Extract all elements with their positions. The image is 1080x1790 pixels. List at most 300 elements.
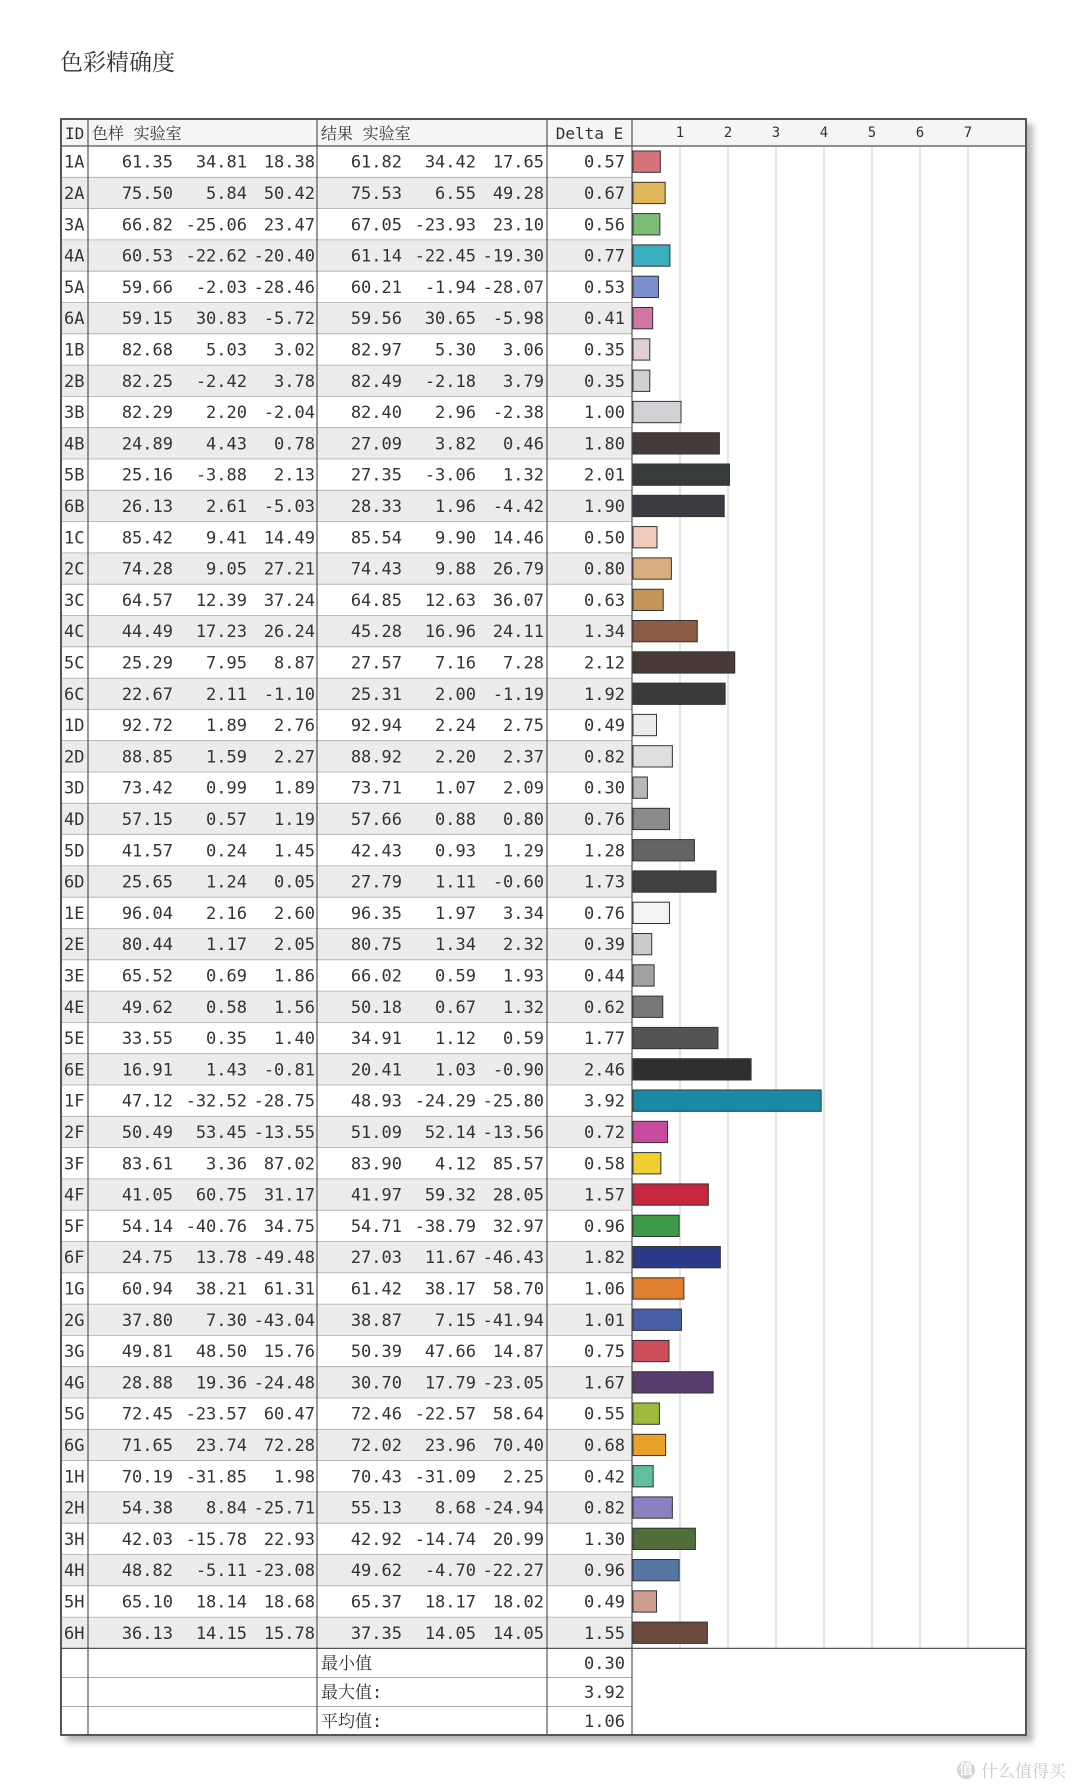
summary-value: 0.30	[584, 1653, 625, 1674]
cell-sample-value: 59.66	[121, 277, 173, 298]
cell-delta-e: 0.53	[584, 277, 625, 298]
cell-sample-value: 49.62	[121, 997, 173, 1018]
cell-delta-e: 0.49	[584, 1592, 625, 1613]
cell-result-value: 36.07	[492, 590, 544, 611]
cell-result-value: 17.65	[492, 152, 544, 173]
cell-delta-e: 1.77	[584, 1029, 625, 1050]
cell-delta-e: 1.92	[584, 684, 625, 705]
delta-e-bar	[633, 1278, 684, 1299]
cell-result-value: 4.12	[435, 1154, 476, 1175]
cell-result-value: 60.21	[350, 277, 402, 298]
summary-label: 平均值:	[321, 1711, 383, 1732]
cell-sample-value: 34.75	[263, 1216, 315, 1237]
cell-sample-value: 1.19	[274, 809, 315, 830]
cell-sample-value: -22.62	[185, 246, 247, 267]
cell-result-value: -4.42	[492, 496, 544, 517]
cell-result-value: 18.02	[492, 1592, 544, 1613]
cell-sample-value: 13.78	[195, 1248, 247, 1269]
cell-delta-e: 1.28	[584, 841, 625, 862]
cell-result-value: 66.02	[350, 966, 402, 987]
cell-sample-value: 59.15	[121, 309, 173, 330]
cell-result-value: 9.88	[435, 559, 476, 580]
cell-sample-value: 14.15	[195, 1623, 247, 1644]
axis-tick-label: 4	[819, 125, 829, 141]
cell-result-value: 7.15	[435, 1310, 476, 1331]
cell-sample-value: -28.46	[253, 277, 315, 298]
cell-sample-value: 22.93	[263, 1529, 315, 1550]
cell-sample-value: -5.03	[263, 496, 315, 517]
cell-sample-value: 50.49	[121, 1122, 173, 1143]
cell-delta-e: 0.76	[584, 903, 625, 924]
cell-delta-e: 1.57	[584, 1185, 625, 1206]
cell-id: 1A	[64, 152, 85, 173]
cell-sample-value: 4.43	[206, 434, 247, 455]
cell-sample-value: 37.80	[121, 1310, 173, 1331]
cell-sample-value: 1.43	[206, 1060, 247, 1081]
header-id: ID	[65, 124, 85, 143]
cell-sample-value: -25.71	[253, 1498, 315, 1519]
cell-delta-e: 2.46	[584, 1060, 625, 1081]
cell-sample-value: 0.05	[274, 872, 315, 893]
delta-e-bar	[633, 683, 725, 704]
delta-e-bar	[633, 652, 735, 673]
cell-id: 2E	[64, 935, 85, 956]
cell-sample-value: 80.44	[121, 935, 173, 956]
cell-delta-e: 1.06	[584, 1279, 625, 1300]
cell-sample-value: -49.48	[253, 1248, 315, 1269]
cell-sample-value: 36.13	[121, 1623, 173, 1644]
cell-sample-value: 30.83	[195, 309, 247, 330]
cell-result-value: 82.40	[350, 403, 402, 424]
cell-result-value: 2.00	[435, 684, 476, 705]
delta-e-bar	[633, 151, 660, 172]
header-sample: 色样 实验室	[92, 124, 182, 143]
cell-result-value: 83.90	[350, 1154, 402, 1175]
cell-id: 5E	[64, 1029, 85, 1050]
delta-e-bar	[633, 808, 669, 829]
cell-result-value: -2.38	[492, 403, 544, 424]
cell-id: 5H	[64, 1592, 85, 1613]
cell-result-value: 2.20	[435, 747, 476, 768]
cell-result-value: 72.02	[350, 1435, 402, 1456]
cell-id: 3E	[64, 966, 85, 987]
cell-result-value: 2.96	[435, 403, 476, 424]
cell-result-value: 1.97	[435, 903, 476, 924]
delta-e-bar	[633, 433, 719, 454]
cell-result-value: -41.94	[482, 1310, 544, 1331]
cell-result-value: -1.94	[424, 277, 476, 298]
cell-result-value: -22.57	[414, 1404, 476, 1425]
cell-sample-value: 3.36	[206, 1154, 247, 1175]
cell-result-value: 14.87	[492, 1342, 544, 1363]
cell-result-value: -13.56	[482, 1122, 544, 1143]
cell-sample-value: -13.55	[253, 1122, 315, 1143]
cell-sample-value: 70.19	[121, 1467, 173, 1488]
cell-delta-e: 1.00	[584, 403, 625, 424]
cell-id: 4C	[64, 622, 85, 643]
cell-id: 1H	[64, 1467, 85, 1488]
delta-e-bar	[633, 589, 663, 610]
cell-result-value: 80.75	[350, 935, 402, 956]
cell-sample-value: 2.20	[206, 403, 247, 424]
delta-e-bar	[633, 558, 671, 579]
cell-sample-value: 18.38	[263, 152, 315, 173]
cell-result-value: 30.65	[424, 309, 476, 330]
cell-delta-e: 1.90	[584, 496, 625, 517]
cell-sample-value: 12.39	[195, 590, 247, 611]
cell-sample-value: -15.78	[185, 1529, 247, 1550]
cell-sample-value: 31.17	[263, 1185, 315, 1206]
cell-sample-value: 8.87	[274, 653, 315, 674]
cell-result-value: 1.32	[503, 465, 544, 486]
cell-sample-value: 38.21	[195, 1279, 247, 1300]
watermark-logo-icon: 值	[959, 1761, 973, 1778]
cell-id: 4H	[64, 1561, 85, 1582]
cell-sample-value: -23.08	[253, 1561, 315, 1582]
axis-tick-label: 6	[915, 125, 925, 141]
cell-sample-value: 1.86	[274, 966, 315, 987]
cell-result-value: 14.05	[424, 1623, 476, 1644]
cell-delta-e: 1.80	[584, 434, 625, 455]
cell-sample-value: 1.89	[206, 716, 247, 737]
cell-id: 3H	[64, 1529, 85, 1550]
delta-e-bar	[633, 339, 650, 360]
cell-sample-value: 26.13	[121, 496, 173, 517]
cell-sample-value: 5.03	[206, 340, 247, 361]
cell-sample-value: 72.45	[121, 1404, 173, 1425]
cell-result-value: 41.97	[350, 1185, 402, 1206]
cell-result-value: 42.43	[350, 841, 402, 862]
cell-result-value: 58.70	[492, 1279, 544, 1300]
cell-sample-value: 66.82	[121, 215, 173, 236]
cell-result-value: 70.40	[492, 1435, 544, 1456]
cell-sample-value: 19.36	[195, 1373, 247, 1394]
cell-result-value: -24.29	[414, 1091, 476, 1112]
cell-id: 1G	[64, 1279, 85, 1300]
cell-delta-e: 0.68	[584, 1435, 625, 1456]
cell-sample-value: 27.21	[263, 559, 315, 580]
cell-sample-value: 82.25	[121, 371, 173, 392]
cell-result-value: 23.10	[492, 215, 544, 236]
cell-sample-value: 3.02	[274, 340, 315, 361]
delta-e-bar	[633, 245, 670, 266]
cell-sample-value: 7.30	[206, 1310, 247, 1331]
cell-sample-value: 0.58	[206, 997, 247, 1018]
cell-sample-value: 74.28	[121, 559, 173, 580]
cell-delta-e: 0.55	[584, 1404, 625, 1425]
cell-sample-value: 71.65	[121, 1435, 173, 1456]
cell-result-value: 1.29	[503, 841, 544, 862]
cell-delta-e: 0.41	[584, 309, 625, 330]
cell-result-value: 0.46	[503, 434, 544, 455]
delta-e-bar	[633, 214, 660, 235]
cell-sample-value: 25.16	[121, 465, 173, 486]
delta-e-bar	[633, 1027, 718, 1048]
cell-result-value: 45.28	[350, 622, 402, 643]
cell-result-value: 61.14	[350, 246, 402, 267]
summary-label: 最大值:	[321, 1682, 383, 1703]
cell-sample-value: 65.52	[121, 966, 173, 987]
cell-sample-value: 54.14	[121, 1216, 173, 1237]
cell-result-value: -28.07	[482, 277, 544, 298]
cell-id: 1E	[64, 903, 85, 924]
cell-result-value: -5.98	[492, 309, 544, 330]
cell-result-value: -19.30	[482, 246, 544, 267]
cell-result-value: -24.94	[482, 1498, 544, 1519]
summary-value: 1.06	[584, 1711, 625, 1732]
cell-sample-value: 60.94	[121, 1279, 173, 1300]
cell-sample-value: 65.10	[121, 1592, 173, 1613]
cell-result-value: 50.39	[350, 1342, 402, 1363]
cell-id: 2A	[64, 183, 85, 204]
cell-id: 6B	[64, 496, 85, 517]
cell-id: 4F	[64, 1185, 85, 1206]
cell-result-value: 20.41	[350, 1060, 402, 1081]
cell-result-value: 27.57	[350, 653, 402, 674]
cell-result-value: 50.18	[350, 997, 402, 1018]
cell-id: 6D	[64, 872, 85, 893]
cell-result-value: 6.55	[435, 183, 476, 204]
cell-delta-e: 0.96	[584, 1561, 625, 1582]
cell-result-value: 14.05	[492, 1623, 544, 1644]
header-delta: Delta E	[555, 124, 624, 143]
cell-result-value: 73.71	[350, 778, 402, 799]
cell-sample-value: 9.41	[206, 528, 247, 549]
delta-e-bar	[633, 1591, 657, 1612]
cell-sample-value: 0.99	[206, 778, 247, 799]
axis-tick-label: 2	[723, 125, 733, 141]
cell-sample-value: 23.47	[263, 215, 315, 236]
cell-result-value: 61.42	[350, 1279, 402, 1300]
cell-result-value: -31.09	[414, 1467, 476, 1488]
cell-id: 4D	[64, 809, 85, 830]
cell-sample-value: 44.49	[121, 622, 173, 643]
delta-e-bar	[633, 1309, 681, 1330]
cell-delta-e: 1.73	[584, 872, 625, 893]
cell-sample-value: 2.13	[274, 465, 315, 486]
cell-result-value: 25.31	[350, 684, 402, 705]
cell-result-value: 0.93	[435, 841, 476, 862]
cell-result-value: -4.70	[424, 1561, 476, 1582]
delta-e-bar	[633, 934, 652, 955]
cell-result-value: 0.67	[435, 997, 476, 1018]
cell-id: 1C	[64, 528, 85, 549]
cell-result-value: 1.34	[435, 935, 476, 956]
cell-result-value: 47.66	[424, 1342, 476, 1363]
cell-delta-e: 0.30	[584, 778, 625, 799]
cell-sample-value: -5.72	[263, 309, 315, 330]
cell-result-value: 1.12	[435, 1029, 476, 1050]
cell-result-value: 65.37	[350, 1592, 402, 1613]
cell-id: 6F	[64, 1248, 85, 1269]
cell-result-value: 82.49	[350, 371, 402, 392]
cell-result-value: 7.16	[435, 653, 476, 674]
axis-tick-label: 5	[867, 125, 877, 141]
cell-sample-value: 7.95	[206, 653, 247, 674]
watermark-text: 什么值得买	[981, 1762, 1066, 1782]
cell-result-value: 7.28	[503, 653, 544, 674]
cell-sample-value: 60.75	[195, 1185, 247, 1206]
cell-sample-value: -31.85	[185, 1467, 247, 1488]
cell-result-value: 96.35	[350, 903, 402, 924]
cell-result-value: 85.57	[492, 1154, 544, 1175]
cell-sample-value: 24.75	[121, 1248, 173, 1269]
delta-e-bar	[633, 182, 665, 203]
cell-id: 6H	[64, 1623, 85, 1644]
cell-result-value: 27.79	[350, 872, 402, 893]
cell-delta-e: 0.82	[584, 747, 625, 768]
cell-result-value: 1.11	[435, 872, 476, 893]
cell-result-value: 74.43	[350, 559, 402, 580]
summary-value: 3.92	[584, 1682, 625, 1703]
cell-sample-value: 87.02	[263, 1154, 315, 1175]
cell-id: 6A	[64, 309, 85, 330]
cell-id: 5B	[64, 465, 85, 486]
cell-result-value: -23.93	[414, 215, 476, 236]
cell-result-value: 3.79	[503, 371, 544, 392]
cell-sample-value: -43.04	[253, 1310, 315, 1331]
cell-result-value: 88.92	[350, 747, 402, 768]
cell-sample-value: -3.88	[195, 465, 247, 486]
page-title: 色彩精确度	[60, 50, 175, 76]
delta-e-bar	[633, 746, 672, 767]
cell-sample-value: 92.72	[121, 716, 173, 737]
delta-e-bar	[633, 1153, 661, 1174]
cell-result-value: 26.79	[492, 559, 544, 580]
header-background	[62, 120, 1025, 146]
cell-id: 5D	[64, 841, 85, 862]
cell-result-value: 59.32	[424, 1185, 476, 1206]
cell-id: 2D	[64, 747, 85, 768]
cell-result-value: 82.97	[350, 340, 402, 361]
cell-result-value: 12.63	[424, 590, 476, 611]
cell-sample-value: 17.23	[195, 622, 247, 643]
cell-sample-value: -28.75	[253, 1091, 315, 1112]
cell-result-value: 38.17	[424, 1279, 476, 1300]
cell-sample-value: 50.42	[263, 183, 315, 204]
delta-e-bar	[633, 1434, 666, 1455]
cell-sample-value: 88.85	[121, 747, 173, 768]
cell-delta-e: 0.57	[584, 152, 625, 173]
delta-e-bar	[633, 464, 729, 485]
cell-delta-e: 0.39	[584, 935, 625, 956]
cell-result-value: 49.28	[492, 183, 544, 204]
delta-e-bar	[633, 1372, 713, 1393]
axis-tick-label: 7	[963, 125, 973, 141]
cell-sample-value: 61.35	[121, 152, 173, 173]
cell-result-value: 75.53	[350, 183, 402, 204]
cell-delta-e: 0.63	[584, 590, 625, 611]
cell-sample-value: 1.17	[206, 935, 247, 956]
delta-e-bar	[633, 495, 724, 516]
cell-sample-value: 48.50	[195, 1342, 247, 1363]
cell-result-value: 20.99	[492, 1529, 544, 1550]
cell-delta-e: 2.12	[584, 653, 625, 674]
cell-result-value: -14.74	[414, 1529, 476, 1550]
cell-sample-value: 3.78	[274, 371, 315, 392]
cell-id: 1F	[64, 1091, 85, 1112]
delta-e-bar	[633, 777, 647, 798]
cell-result-value: 0.88	[435, 809, 476, 830]
cell-result-value: 27.03	[350, 1248, 402, 1269]
cell-delta-e: 0.76	[584, 809, 625, 830]
color-accuracy-table-chart	[60, 118, 1027, 1736]
delta-e-bar	[633, 1497, 672, 1518]
cell-delta-e: 0.44	[584, 966, 625, 987]
cell-sample-value: 18.68	[263, 1592, 315, 1613]
cell-result-value: 0.59	[435, 966, 476, 987]
cell-result-value: -38.79	[414, 1216, 476, 1237]
cell-sample-value: -2.42	[195, 371, 247, 392]
cell-delta-e: 0.35	[584, 340, 625, 361]
cell-result-value: 64.85	[350, 590, 402, 611]
delta-e-bar	[633, 714, 657, 735]
cell-delta-e: 1.34	[584, 622, 625, 643]
cell-sample-value: -5.11	[195, 1561, 247, 1582]
delta-e-bar	[633, 308, 653, 329]
cell-result-value: 16.96	[424, 622, 476, 643]
cell-result-value: 23.96	[424, 1435, 476, 1456]
cell-sample-value: 5.84	[206, 183, 247, 204]
delta-e-bar	[633, 276, 658, 297]
cell-sample-value: 2.16	[206, 903, 247, 924]
cell-result-value: 1.03	[435, 1060, 476, 1081]
cell-id: 6G	[64, 1435, 85, 1456]
cell-sample-value: 33.55	[121, 1029, 173, 1050]
cell-sample-value: 14.49	[263, 528, 315, 549]
cell-sample-value: 0.35	[206, 1029, 247, 1050]
cell-result-value: 24.11	[492, 622, 544, 643]
cell-sample-value: 64.57	[121, 590, 173, 611]
cell-result-value: 2.37	[503, 747, 544, 768]
cell-sample-value: 85.42	[121, 528, 173, 549]
cell-delta-e: 0.42	[584, 1467, 625, 1488]
cell-id: 1B	[64, 340, 85, 361]
cell-sample-value: 16.91	[121, 1060, 173, 1081]
cell-result-value: -0.90	[492, 1060, 544, 1081]
cell-result-value: 59.56	[350, 309, 402, 330]
cell-result-value: 30.70	[350, 1373, 402, 1394]
cell-delta-e: 0.72	[584, 1122, 625, 1143]
cell-delta-e: 0.80	[584, 559, 625, 580]
cell-id: 3C	[64, 590, 85, 611]
cell-id: 2C	[64, 559, 85, 580]
watermark	[957, 1757, 1066, 1782]
cell-sample-value: 47.12	[121, 1091, 173, 1112]
cell-sample-value: -0.81	[263, 1060, 315, 1081]
cell-result-value: 52.14	[424, 1122, 476, 1143]
cell-id: 3B	[64, 403, 85, 424]
cell-result-value: -0.60	[492, 872, 544, 893]
cell-result-value: 2.24	[435, 716, 476, 737]
cell-result-value: 1.32	[503, 997, 544, 1018]
cell-sample-value: 96.04	[121, 903, 173, 924]
delta-e-bar	[633, 902, 669, 923]
cell-result-value: 37.35	[350, 1623, 402, 1644]
cell-id: 4A	[64, 246, 85, 267]
cell-sample-value: 41.05	[121, 1185, 173, 1206]
cell-sample-value: 82.29	[121, 403, 173, 424]
cell-result-value: 58.64	[492, 1404, 544, 1425]
cell-result-value: 49.62	[350, 1561, 402, 1582]
cell-id: 5C	[64, 653, 85, 674]
delta-e-bar	[633, 527, 657, 548]
cell-sample-value: 0.69	[206, 966, 247, 987]
cell-delta-e: 0.50	[584, 528, 625, 549]
cell-sample-value: 2.11	[206, 684, 247, 705]
cell-sample-value: 72.28	[263, 1435, 315, 1456]
cell-result-value: 1.93	[503, 966, 544, 987]
